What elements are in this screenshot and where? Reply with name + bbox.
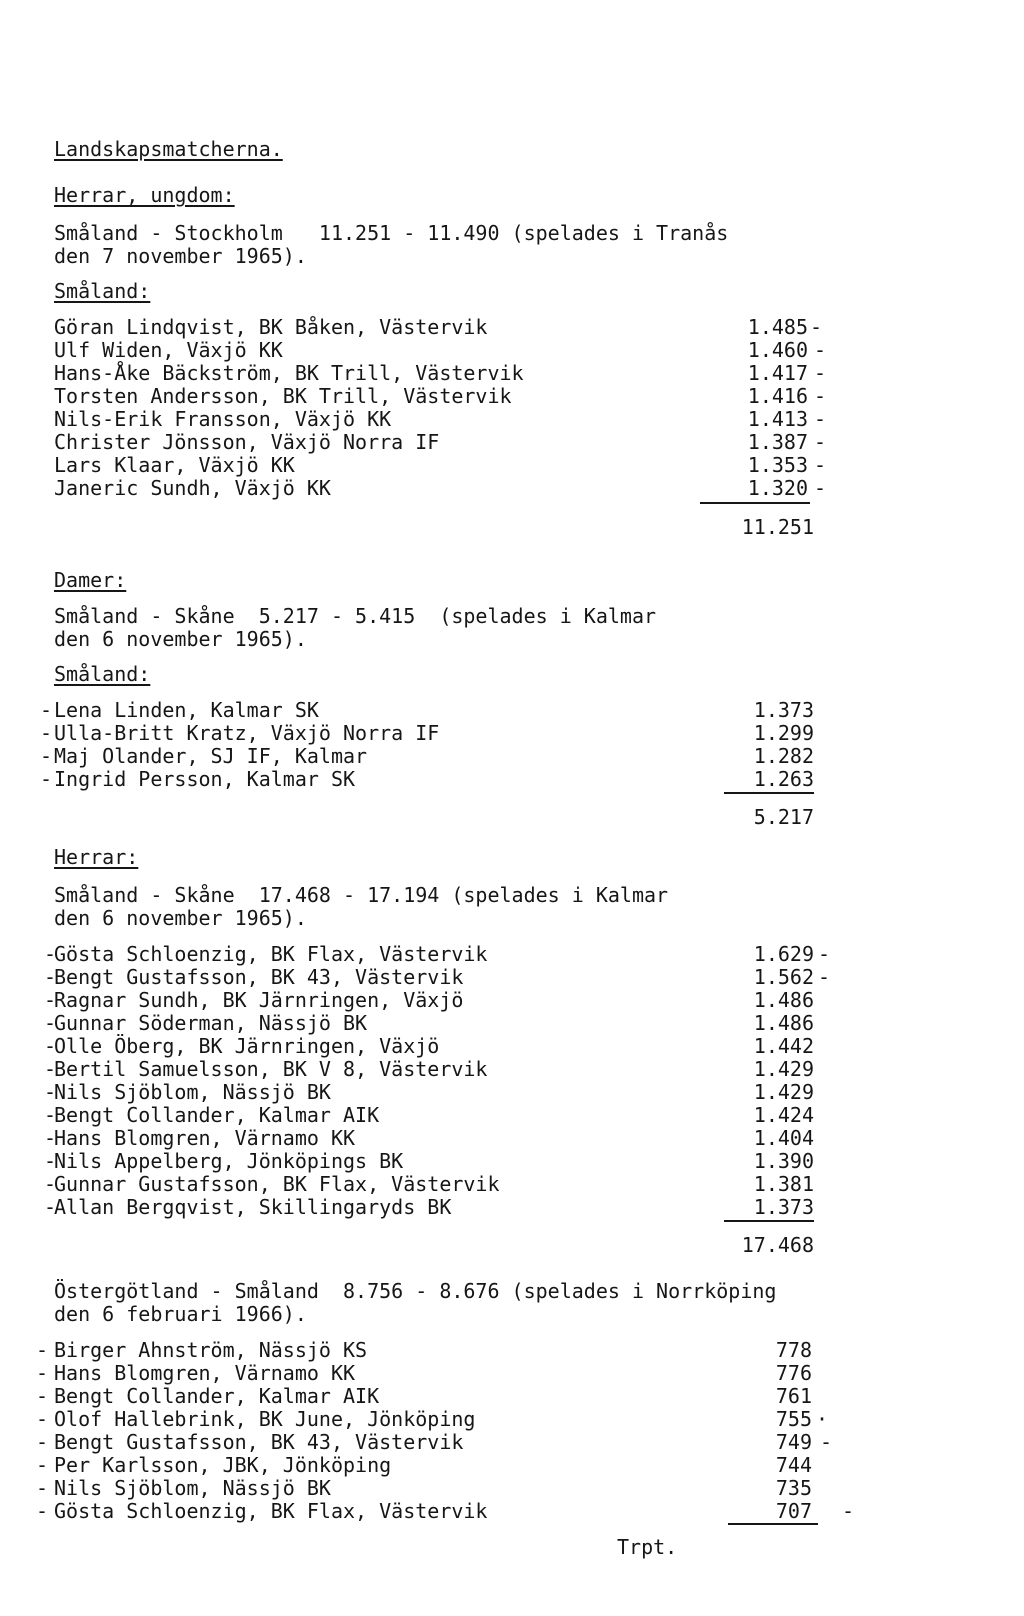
player-score: 1.353 — [747, 453, 808, 477]
page-title: Landskapsmatcherna. — [54, 137, 283, 161]
player-score: 1.442 — [753, 1034, 814, 1058]
check-mark: - — [36, 1361, 49, 1385]
player-name: Christer Jönsson, Växjö Norra IF — [54, 430, 440, 454]
player-name: Ulla-Britt Kratz, Växjö Norra IF — [54, 721, 440, 745]
player-name: Bertil Samuelsson, BK V 8, Västervik — [54, 1057, 488, 1081]
check-mark: - — [820, 1430, 833, 1454]
check-mark: · — [816, 1407, 829, 1431]
player-score: 1.417 — [747, 361, 808, 385]
check-mark: - — [44, 1080, 57, 1104]
player-score: 1.485 — [747, 315, 808, 339]
match-line: Östergötland - Småland 8.756 - 8.676 (spelades i Norrköping — [54, 1279, 777, 1303]
player-name: Lena Linden, Kalmar SK — [54, 698, 319, 722]
player-score: 1.320 — [747, 476, 808, 500]
check-mark: - — [36, 1476, 49, 1500]
player-score: 707 — [775, 1499, 812, 1523]
check-mark: - — [44, 1057, 57, 1081]
player-name: Ulf Widen, Växjö KK — [54, 338, 283, 362]
player-score: 1.424 — [753, 1103, 814, 1127]
player-name: Lars Klaar, Växjö KK — [54, 453, 295, 477]
check-mark: - — [814, 361, 827, 385]
check-mark: - — [36, 1384, 49, 1408]
player-score: 1.486 — [753, 1011, 814, 1035]
match-line: Småland - Skåne 5.217 - 5.415 (spelades i Kalmar — [54, 604, 657, 628]
player-name: Olof Hallebrink, BK June, Jönköping — [54, 1407, 476, 1431]
player-score: 1.381 — [753, 1172, 814, 1196]
check-mark: - — [36, 1453, 49, 1477]
player-name: Nils Appelberg, Jönköpings BK — [54, 1149, 404, 1173]
check-mark: - — [810, 315, 823, 339]
match-date: den 6 november 1965). — [54, 906, 307, 930]
player-name: Nils Sjöblom, Nässjö BK — [54, 1476, 331, 1500]
section-total: 17.468 — [741, 1233, 814, 1257]
player-name: Per Karlsson, JBK, Jönköping — [54, 1453, 392, 1477]
player-name: Ragnar Sundh, BK Järnringen, Växjö — [54, 988, 464, 1012]
sum-rule — [728, 1523, 818, 1525]
player-score: 1.282 — [753, 744, 814, 768]
match-date: den 6 november 1965). — [54, 627, 307, 651]
player-name: Maj Olander, SJ IF, Kalmar — [54, 744, 368, 768]
player-score: 1.429 — [753, 1080, 814, 1104]
section-total: 5.217 — [753, 805, 814, 829]
check-mark: - — [36, 1499, 49, 1523]
player-score: 1.387 — [747, 430, 808, 454]
check-mark: - — [818, 965, 831, 989]
player-score: 776 — [775, 1361, 812, 1385]
footer-transport: Trpt. — [617, 1535, 678, 1559]
section-heading-herrar-ungdom: Herrar, ungdom: — [54, 183, 235, 207]
player-score: 1.413 — [747, 407, 808, 431]
check-mark: - — [40, 767, 53, 791]
check-mark: - — [44, 1103, 57, 1127]
check-mark: - — [44, 942, 57, 966]
player-name: Birger Ahnström, Nässjö KS — [54, 1338, 368, 1362]
player-score: 1.629 — [753, 942, 814, 966]
check-mark: - — [36, 1407, 49, 1431]
player-name: Gösta Schloenzig, BK Flax, Västervik — [54, 1499, 488, 1523]
player-name: Hans-Åke Bäckström, BK Trill, Västervik — [54, 361, 524, 385]
check-mark: - — [40, 721, 53, 745]
check-mark: - — [36, 1338, 49, 1362]
check-mark: - — [44, 1149, 57, 1173]
player-score: 1.460 — [747, 338, 808, 362]
player-score: 778 — [775, 1338, 812, 1362]
check-mark: - — [814, 453, 827, 477]
check-mark: - — [814, 338, 827, 362]
player-score: 744 — [775, 1453, 812, 1477]
player-name: Hans Blomgren, Värnamo KK — [54, 1126, 356, 1150]
player-name: Gösta Schloenzig, BK Flax, Västervik — [54, 942, 488, 966]
player-name: Gunnar Gustafsson, BK Flax, Västervik — [54, 1172, 500, 1196]
player-score: 1.390 — [753, 1149, 814, 1173]
check-mark: - — [44, 1011, 57, 1035]
check-mark: - — [814, 430, 827, 454]
match-line: Småland - Stockholm 11.251 - 11.490 (spelades i Tranås — [54, 221, 729, 245]
check-mark: - — [814, 476, 827, 500]
player-name: Janeric Sundh, Växjö KK — [54, 476, 331, 500]
team-heading: Småland: — [54, 279, 151, 303]
check-mark: - — [842, 1499, 855, 1523]
check-mark: - — [44, 1195, 57, 1219]
player-name: Bengt Collander, Kalmar AIK — [54, 1384, 380, 1408]
check-mark: - — [36, 1430, 49, 1454]
player-score: 1.373 — [753, 1195, 814, 1219]
player-name: Hans Blomgren, Värnamo KK — [54, 1361, 356, 1385]
player-name: Bengt Gustafsson, BK 43, Västervik — [54, 965, 464, 989]
check-mark: - — [814, 407, 827, 431]
player-name: Göran Lindqvist, BK Båken, Västervik — [54, 315, 488, 339]
check-mark: - — [44, 965, 57, 989]
check-mark: - — [44, 1172, 57, 1196]
section-heading-damer: Damer: — [54, 568, 127, 592]
player-score: 749 — [775, 1430, 812, 1454]
player-score: 1.404 — [753, 1126, 814, 1150]
player-name: Bengt Collander, Kalmar AIK — [54, 1103, 380, 1127]
player-score: 761 — [775, 1384, 812, 1408]
team-heading: Småland: — [54, 662, 151, 686]
match-date: den 6 februari 1966). — [54, 1302, 307, 1326]
player-score: 1.562 — [753, 965, 814, 989]
check-mark: - — [44, 988, 57, 1012]
section-heading-herrar: Herrar: — [54, 845, 139, 869]
check-mark: - — [818, 942, 831, 966]
player-score: 735 — [775, 1476, 812, 1500]
sum-rule — [724, 1220, 814, 1222]
player-name: Nils Sjöblom, Nässjö BK — [54, 1080, 331, 1104]
player-name: Olle Öberg, BK Järnringen, Växjö — [54, 1034, 440, 1058]
player-score: 1.486 — [753, 988, 814, 1012]
player-score: 755 — [775, 1407, 812, 1431]
player-name: Bengt Gustafsson, BK 43, Västervik — [54, 1430, 464, 1454]
match-line: Småland - Skåne 17.468 - 17.194 (spelades i Kalmar — [54, 883, 669, 907]
player-name: Gunnar Söderman, Nässjö BK — [54, 1011, 368, 1035]
player-name: Nils-Erik Fransson, Växjö KK — [54, 407, 392, 431]
player-score: 1.373 — [753, 698, 814, 722]
player-name: Torsten Andersson, BK Trill, Västervik — [54, 384, 512, 408]
sum-rule — [724, 792, 814, 794]
check-mark: - — [40, 698, 53, 722]
check-mark: - — [814, 384, 827, 408]
player-name: Allan Bergqvist, Skillingaryds BK — [54, 1195, 452, 1219]
check-mark: - — [40, 744, 53, 768]
player-score: 1.263 — [753, 767, 814, 791]
player-score: 1.299 — [753, 721, 814, 745]
match-date: den 7 november 1965). — [54, 244, 307, 268]
player-score: 1.416 — [747, 384, 808, 408]
check-mark: - — [44, 1034, 57, 1058]
player-name: Ingrid Persson, Kalmar SK — [54, 767, 356, 791]
check-mark: - — [44, 1126, 57, 1150]
player-score: 1.429 — [753, 1057, 814, 1081]
section-total: 11.251 — [741, 515, 814, 539]
sum-rule — [700, 502, 810, 504]
